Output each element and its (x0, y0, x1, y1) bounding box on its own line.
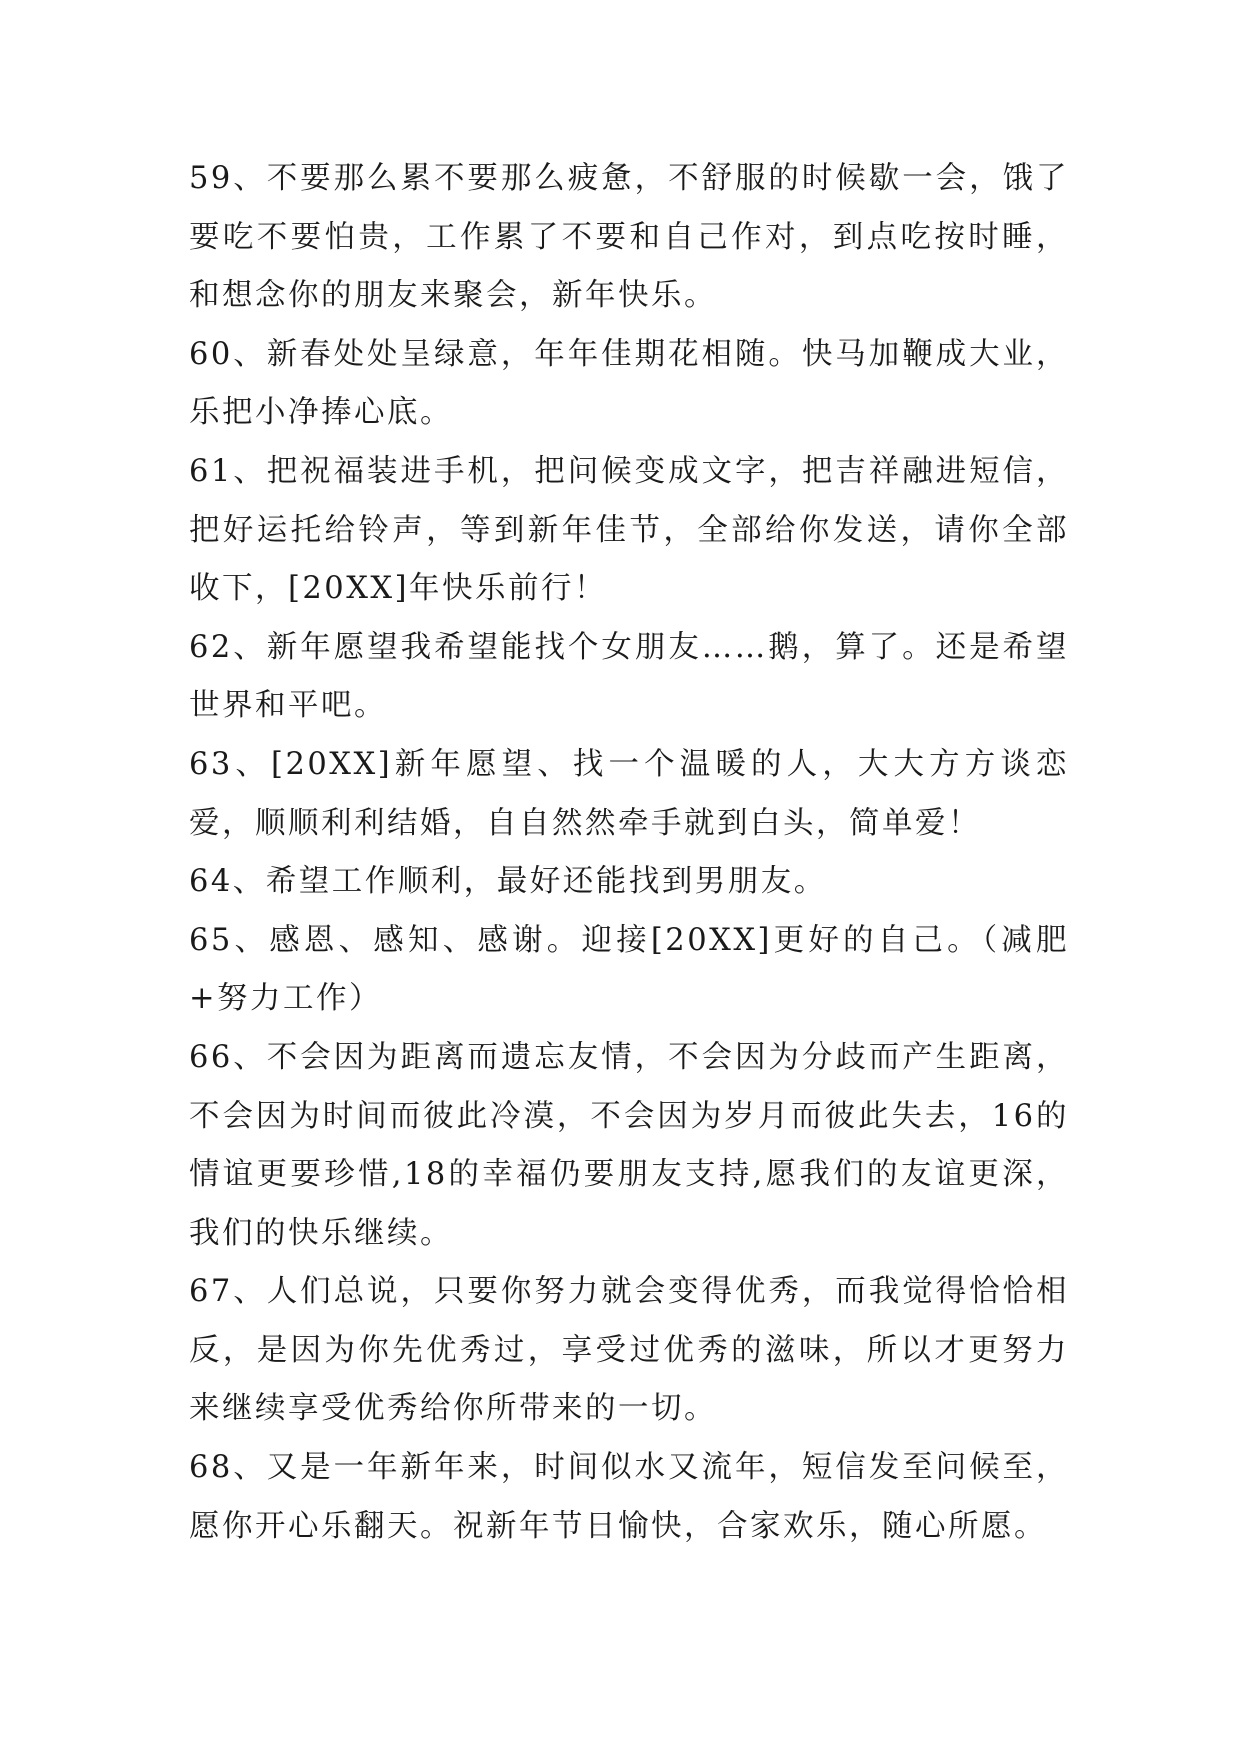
paragraph-60: 60、新春处处呈绿意，年年佳期花相随。快马加鞭成大业，乐把小净捧心底。 (189, 336, 1069, 431)
paragraph-64: 64、希望工作顺利，最好还能找到男朋友。 (189, 864, 827, 900)
paragraph-67: 67、人们总说，只要你努力就会变得优秀，而我觉得恰恰相反，是因为你先优秀过，享受过优秀的滋味，所以才更努力来继续享受优秀给你所带来的一切。 (189, 1274, 1069, 1427)
paragraph-59: 59、不要那么累不要那么疲惫，不舒服的时候歇一会，饿了要吃不要怕贵，工作累了不要和自己作对，到点吃按时睡，和想念你的朋友来聚会，新年快乐。 (189, 161, 1069, 314)
paragraph-68: 68、又是一年新年来，时间似水又流年，短信发至问候至，愿你开心乐翻天。祝新年节日愉快，合家欢乐，随心所愿。 (189, 1450, 1069, 1544)
paragraph-63: 63、[20XX]新年愿望、找一个温暖的人，大大方方谈恋爱，顺顺利利结婚，自自然然牵手就到白头，简单爱！ (189, 746, 1069, 841)
paragraph-61: 61、把祝福装进手机，把问候变成文字，把吉祥融进短信，把好运托给铃声，等到新年佳节，全部给你发送，请你全部收下，[20XX]年快乐前行！ (189, 453, 1069, 607)
document-body (189, 150, 1069, 1556)
paragraph-66: 66、不会因为距离而遗忘友情，不会因为分歧而产生距离，不会因为时间而彼此冷漠，不会因为岁月而彼此失去，16的情谊更要珍惜,18的幸福仍要朋友支持,愿我们的友谊更深，我们的快乐继续。 (189, 1039, 1069, 1251)
paragraph-62: 62、新年愿望我希望能找个女朋友……鹅，算了。还是希望世界和平吧。 (189, 629, 1069, 724)
paragraph-65: 65、感恩、感知、感谢。迎接[20XX]更好的自己。（减肥+努力工作） (189, 922, 1069, 1017)
